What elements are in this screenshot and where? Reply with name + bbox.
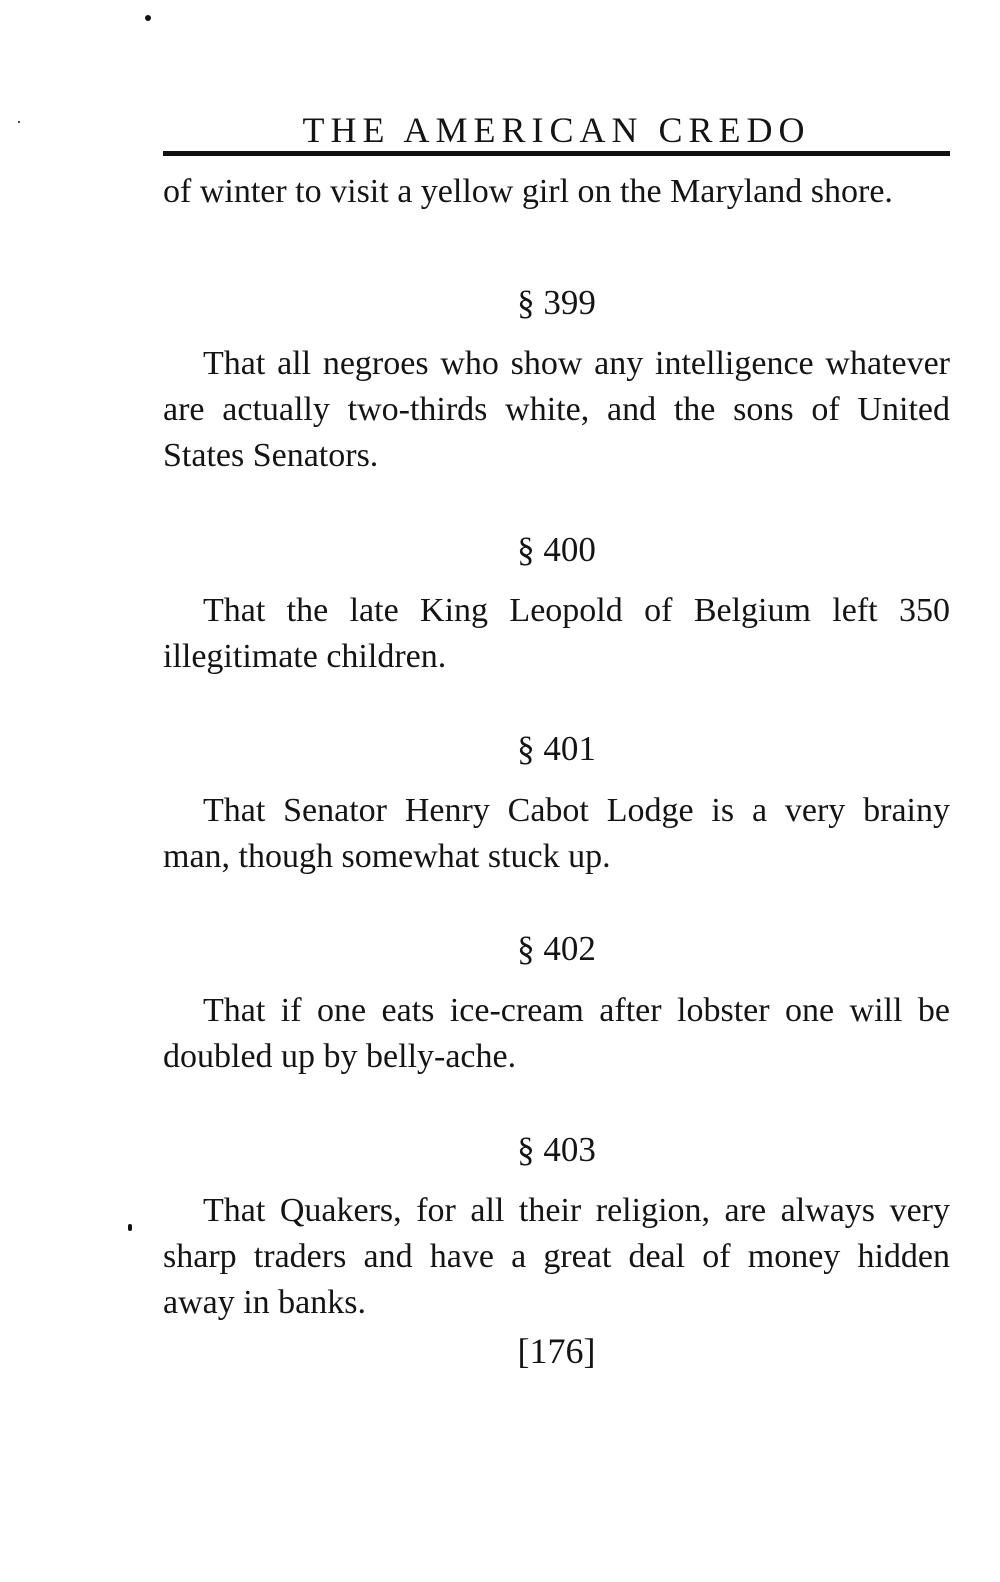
section-text: That all negroes who show any intelligence whatever are actually two-thirds white, and the sons of United States Senators. (163, 345, 950, 474)
section-paragraph-403 (163, 1188, 950, 1326)
section-number-401: § 401 (517, 729, 596, 768)
running-head: THE AMERICAN CREDO (302, 110, 811, 150)
print-speck (145, 15, 151, 21)
print-speck (18, 121, 20, 123)
page-number: [176] (517, 1331, 596, 1371)
header-rule (163, 151, 950, 156)
section-text: That Quakers, for all their religion, are always very sharp traders and have a great deal of money hidden away in banks. (163, 1192, 950, 1321)
section-paragraph-401 (163, 788, 950, 880)
section-number-402: § 402 (517, 929, 596, 968)
continued-paragraph-text: of winter to visit a yellow girl on the Maryland shore. (163, 173, 893, 210)
section-number-403: § 403 (517, 1130, 596, 1169)
section-paragraph-399 (163, 341, 950, 479)
continued-paragraph (163, 169, 950, 215)
section-text: That Senator Henry Cabot Lodge is a very brainy man, though somewhat stuck up. (163, 792, 950, 875)
section-text: That the late King Leopold of Belgium left 350 illegitimate children. (163, 592, 950, 675)
section-paragraph-402 (163, 988, 950, 1080)
section-paragraph-400 (163, 588, 950, 680)
section-number-399: § 399 (517, 283, 596, 322)
print-speck (128, 1224, 132, 1231)
section-text: That if one eats ice-cream after lobster one will be doubled up by belly-ache. (163, 992, 950, 1075)
section-number-400: § 400 (517, 530, 596, 569)
